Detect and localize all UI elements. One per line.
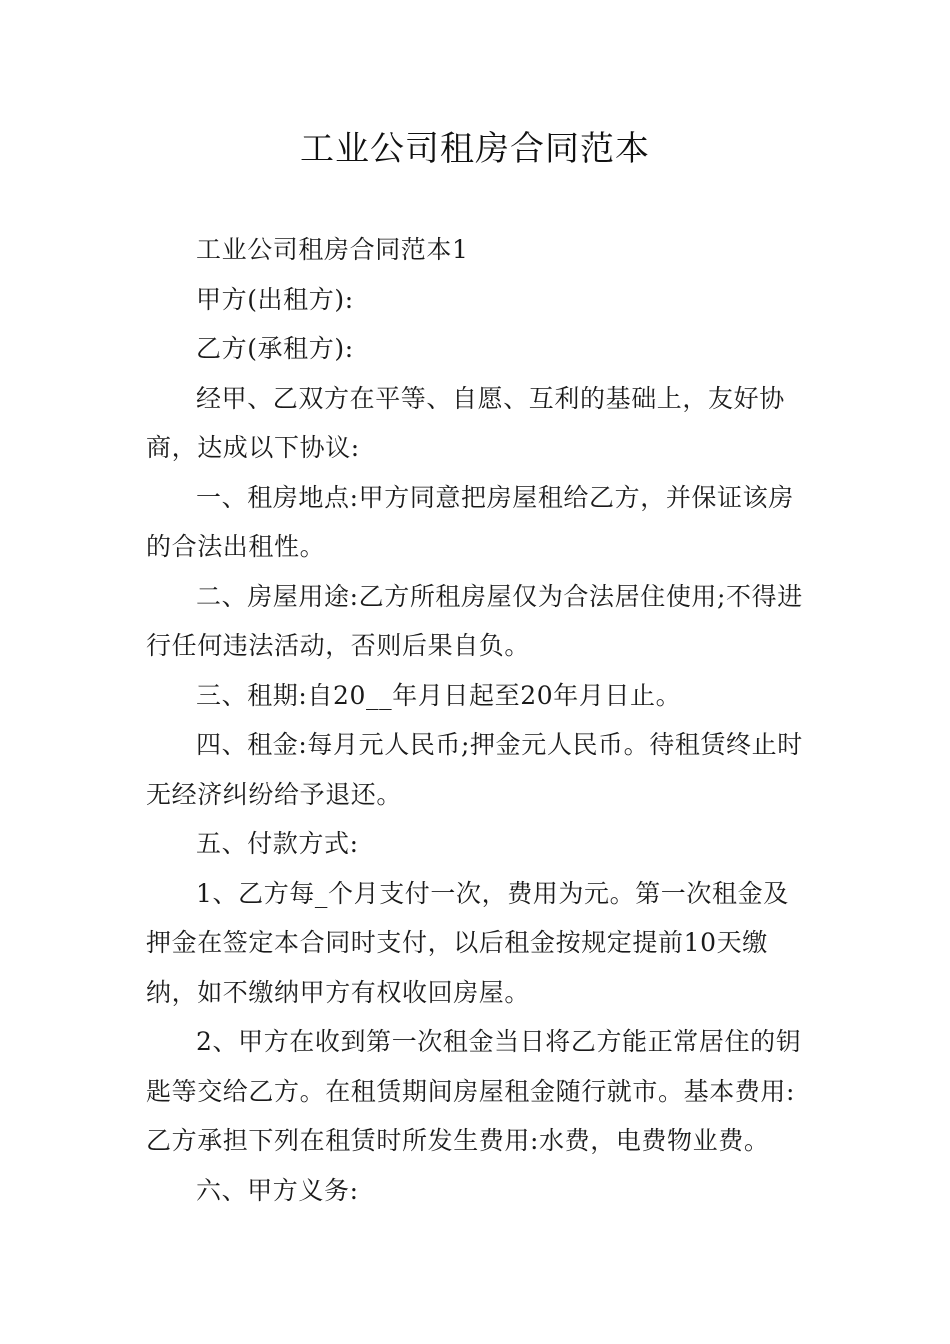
paragraph-clause-usage: 二、房屋用途:乙方所租房屋仅为合法居住使用;不得进行任何违法活动，否则后果自负。 [146, 581, 803, 660]
paragraph-clause-payment: 五、付款方式: [196, 829, 359, 858]
paragraph-clause-rent: 四、租金:每月元人民币;押金元人民币。待租赁终止时无经济纠纷给予退还。 [146, 730, 803, 809]
paragraph-party-b: 乙方(承租方): [196, 334, 354, 363]
paragraph-clause-term: 三、租期:自20__年月日起至20年月日止。 [196, 680, 682, 710]
paragraph-heading-1: 工业公司租房合同范本1 [196, 235, 469, 264]
paragraph-payment-item-1: 1、乙方每_个月支付一次，费用为元。第一次租金及押金在签定本合同时支付，以后租金按规定提前10天缴纳，如不缴纳甲方有权收回房屋。 [146, 878, 789, 1007]
paragraph-party-a: 甲方(出租方): [196, 284, 354, 314]
paragraph-clause-location: 一、租房地点:甲方同意把房屋租给乙方，并保证该房的合法出租性。 [146, 482, 794, 561]
paragraph-agreement-intro: 经甲、乙双方在平等、自愿、互利的基础上，友好协商，达成以下协议: [146, 383, 785, 462]
paragraph-payment-item-2: 2、甲方在收到第一次租金当日将乙方能正常居住的钥匙等交给乙方。在租赁期间房屋租金随行就市。基本费用:乙方承担下列在租赁时所发生费用:水费，电费物业费。 [146, 1027, 802, 1155]
document-body [146, 225, 810, 1215]
document-title: 工业公司租房合同范本 [300, 129, 650, 169]
paragraph-clause-lessor-duties: 六、甲方义务: [196, 1175, 359, 1205]
